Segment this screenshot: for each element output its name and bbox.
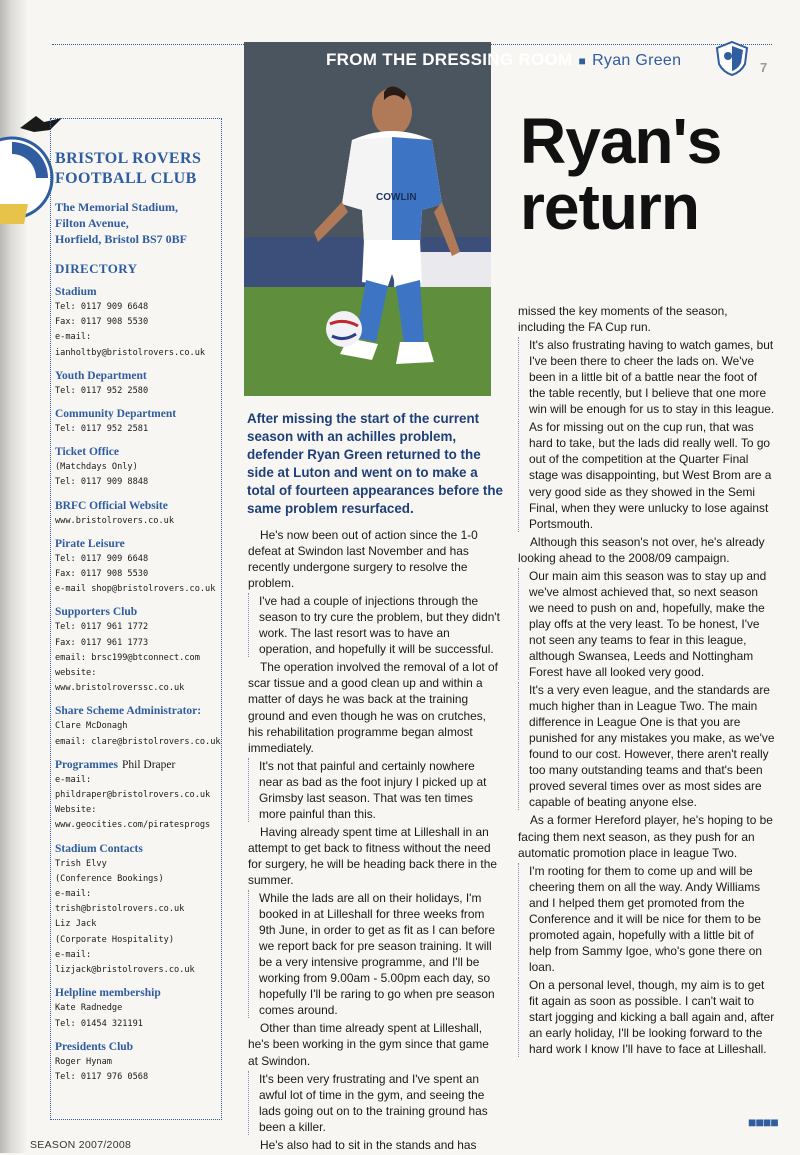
footer-season: SEASON 2007/2008 bbox=[30, 1139, 132, 1151]
directory-line: (Corporate Hospitality) bbox=[55, 934, 174, 945]
section-heading-text: Programmes bbox=[55, 758, 119, 771]
directory-line: Fax: 0117 961 1773 bbox=[55, 637, 149, 648]
directory-line[interactable]: ianholtby@bristolrovers.co.uk bbox=[55, 347, 206, 358]
directory-sidebar bbox=[50, 118, 222, 1120]
quote-paragraph: It's not that painful and certainly nowhere near as bad as the foot injury I picked up at Grimsby last season. That was ten times more painful than this. bbox=[248, 758, 500, 822]
section-heading-text: Helpline membership bbox=[55, 987, 161, 1000]
body-paragraph: He's also had to sit in the stands and has bbox=[260, 1137, 477, 1152]
directory-line[interactable]: www.bristolrovers.co.uk bbox=[55, 515, 174, 526]
body-paragraph: As a former Hereford player, he's hoping to be facing them next season, as they push for an automatic promotion place in league Two. bbox=[518, 813, 773, 860]
directory-line: Fax: 0117 908 5530 bbox=[55, 569, 149, 580]
quote-paragraph: I've had a couple of injections through the season to try cure the problem, but they didn't work. The last resort was to have an operation, and hopefully it will be successful. bbox=[248, 593, 500, 657]
directory-section-heading bbox=[55, 499, 221, 514]
directory-line: e-mail: bbox=[55, 774, 92, 785]
directory-section bbox=[55, 285, 221, 361]
title-line: Ryan's bbox=[520, 105, 722, 177]
quote-paragraph: It's a very even league, and the standards are much higher than in League Two. The main difference in League One is that you are punished for any mistakes you make, as we've found to our cost. However, there aren't really too many outstanding teams and that's been proved several times over as most sides are capable of beating anyone else. bbox=[518, 682, 776, 810]
directory-line: Kate Radnedge bbox=[55, 1003, 123, 1014]
directory-line: Clare McDonagh bbox=[55, 721, 128, 732]
directory-line: e-mail: bbox=[55, 889, 92, 900]
section-heading-text: Presidents Club bbox=[55, 1040, 134, 1053]
directory-line[interactable]: www.geocities.com/piratesprogs bbox=[55, 820, 211, 831]
directory-section-heading bbox=[55, 986, 221, 1001]
directory-line: Tel: 0117 909 6648 bbox=[55, 302, 149, 312]
directory-section bbox=[55, 758, 221, 834]
directory-section bbox=[55, 499, 221, 529]
directory-line: Tel: 0117 976 0568 bbox=[55, 1071, 149, 1082]
directory-section bbox=[55, 842, 221, 979]
directory-section-heading bbox=[55, 758, 221, 773]
directory-section bbox=[55, 407, 221, 437]
body-paragraph: Although this season's not over, he's already looking ahead to the 2008/09 campaign. bbox=[518, 534, 765, 565]
club-name-line2: FOOTBALL CLUB bbox=[55, 170, 197, 187]
directory-heading: DIRECTORY bbox=[55, 261, 138, 276]
quote-paragraph: While the lads are all on their holidays, I'm booked in at Lilleshall for three weeks from 9th June, in order to get as fit as I can before we report back for pre season training. It will be a very intensive programme, and I'll be working from 9.00am - 5.00pm each day, so hopefully I'll be raring to go when pre season comes around. bbox=[248, 890, 500, 1018]
directory-section-heading bbox=[55, 704, 221, 719]
directory-line: Tel: 0117 952 2580 bbox=[55, 385, 149, 396]
body-paragraph: Having already spent time at Lilleshall in an attempt to get back to fitness without the need for surgery, he will be heading back there in the summer. bbox=[248, 824, 497, 887]
directory-section bbox=[55, 704, 221, 749]
club-name-line1: BRISTOL ROVERS bbox=[55, 150, 202, 167]
section-heading-text: Stadium bbox=[55, 286, 97, 298]
directory-section-heading bbox=[55, 842, 221, 857]
directory-section bbox=[55, 369, 221, 399]
directory-line: e-mail: bbox=[55, 332, 92, 343]
section-heading-text: Stadium Contacts bbox=[55, 842, 143, 855]
quote-paragraph: I'm rooting for them to come up and will be cheering them on all the way. Andy Williams and I helped them get promoted from the Conference and it will be nice for them to be promoted again, hopefully with a little bit of help from Sammy Igoe, who's gone there on loan. bbox=[518, 863, 776, 975]
section-heading-text: Pirate Leisure bbox=[55, 537, 125, 550]
player-illustration bbox=[244, 42, 491, 396]
directory-section bbox=[55, 986, 221, 1031]
directory-section-heading bbox=[55, 407, 221, 422]
article-column-2 bbox=[518, 303, 776, 1059]
quote-paragraph: As for missing out on the cup run, that was hard to take, but the lads did really well. To go out of the competition at the Quarter Final stage was disappointing, but West Brom are a very good side as they showed in the Semi Final, when they were unlucky to lose against Portsmouth. bbox=[518, 419, 776, 531]
continue-marker-icon: ■■■■ bbox=[748, 1114, 778, 1130]
address-line: Horfield, Bristol BS7 0BF bbox=[55, 232, 187, 246]
directory-line[interactable]: email: brsc199@btconnect.com bbox=[55, 652, 200, 663]
section-heading-text: Supporters Club bbox=[55, 606, 138, 619]
directory-line[interactable]: email: clare@bristolrovers.co.uk bbox=[55, 736, 221, 747]
section-heading-text: Community Department bbox=[55, 408, 177, 421]
directory-section-heading bbox=[55, 605, 221, 620]
address-line: Filton Avenue, bbox=[55, 216, 129, 230]
directory-section-heading bbox=[55, 445, 221, 460]
directory-line: Trish Elvy bbox=[55, 858, 107, 869]
title-line: return bbox=[520, 171, 699, 243]
directory-line: Tel: 0117 952 2581 bbox=[55, 424, 149, 435]
directory-line: Roger Hynam bbox=[55, 1056, 112, 1067]
header-author: Ryan Green bbox=[592, 52, 682, 69]
body-paragraph: missed the key moments of the season, including the FA Cup run. bbox=[518, 304, 728, 335]
directory-line[interactable]: phildraper@bristolrovers.co.uk bbox=[55, 790, 211, 801]
quote-paragraph: It's been very frustrating and I've spent an awful lot of time in the gym, and seeing the lads going out on to the training ground has been a killer. bbox=[248, 1071, 500, 1135]
directory-section bbox=[55, 1040, 221, 1085]
directory-line: website: bbox=[55, 668, 97, 679]
directory-section bbox=[55, 537, 221, 598]
directory-line: Tel: 01454 321191 bbox=[55, 1018, 143, 1029]
directory-line: Tel: 0117 909 8848 bbox=[55, 477, 149, 488]
directory-line: (Matchdays Only) bbox=[55, 462, 138, 473]
directory-line: Liz Jack bbox=[55, 919, 97, 930]
directory-line[interactable]: e-mail shop@bristolrovers.co.uk bbox=[55, 584, 216, 595]
club-address bbox=[55, 199, 221, 247]
quote-paragraph: It's also frustrating having to watch games, but I've been there to cheer the lads on. We've been in a little bit of a battle near the foot of the table recently, but I believe that one more win will be enough for us to stay in this league. bbox=[518, 337, 776, 417]
directory-line: e-mail: bbox=[55, 949, 92, 960]
directory-line: (Conference Bookings) bbox=[55, 873, 164, 884]
section-heading-contact: Phil Draper bbox=[122, 758, 176, 771]
quote-paragraph: Our main aim this season was to stay up and we've almost achieved that, so next season we need to push on and, hopefully, make the play offs at the very least. To be honest, I've not seen any teams to fear in this league, although Swansea, Leeds and Nottingham Forest have all looked very good. bbox=[518, 568, 776, 680]
header-separator-square: ■ bbox=[578, 54, 587, 68]
body-paragraph: The operation involved the removal of a lot of scar tissue and a good clean up and within a matter of days he was back at the training ground and even though he was on crutches, his rehabilitation programme began almost immediately. bbox=[248, 660, 498, 755]
body-paragraph: He's now been out of action since the 1-0 defeat at Swindon last November and has recently undergone surgery to resolve the problem. bbox=[248, 528, 478, 591]
section-title: FROM THE DRESSING ROOM bbox=[326, 50, 573, 69]
article-column-1 bbox=[248, 527, 500, 1155]
directory-section-heading bbox=[55, 1040, 221, 1055]
directory-line: Tel: 0117 909 6648 bbox=[55, 553, 149, 564]
directory-line[interactable]: lizjack@bristolrovers.co.uk bbox=[55, 965, 195, 976]
article-intro: After missing the start of the current season with an achilles problem, defender Ryan Green returned to the side at Luton and went on to make a total of fourteen appearances before the same problem resurfaced. bbox=[247, 411, 503, 516]
club-crest-icon bbox=[714, 40, 750, 76]
player-photo bbox=[244, 42, 491, 396]
section-heading-text: Youth Department bbox=[55, 369, 147, 382]
quote-paragraph: On a personal level, though, my aim is to get fit again as soon as possible. I can't wait to start jogging and kicking a ball again and, after an early holiday, I'll be looking forward to the hard work I know I'll have to face at Lilleshall. bbox=[518, 977, 776, 1057]
directory-section bbox=[55, 445, 221, 490]
address-line: The Memorial Stadium, bbox=[55, 200, 178, 214]
directory-section-heading bbox=[55, 369, 221, 384]
page-number: 7 bbox=[760, 60, 768, 75]
directory-section bbox=[55, 605, 221, 696]
shirt-sponsor-text: COWLIN bbox=[376, 192, 417, 203]
section-heading-text: BRFC Official Website bbox=[55, 499, 168, 512]
body-paragraph: Other than time already spent at Lilleshall, he's been working in the gym since that game at Swindon. bbox=[248, 1021, 489, 1068]
directory-line[interactable]: trish@bristolrovers.co.uk bbox=[55, 904, 185, 915]
directory-line[interactable]: www.bristolroverssc.co.uk bbox=[55, 683, 185, 694]
article-title bbox=[520, 105, 722, 243]
directory-line: Fax: 0117 908 5530 bbox=[55, 317, 149, 328]
directory-sections bbox=[55, 285, 221, 1085]
section-header bbox=[326, 50, 681, 70]
directory-line: Tel: 0117 961 1772 bbox=[55, 622, 149, 633]
directory-section-heading bbox=[55, 537, 221, 552]
section-heading-text: Share Scheme Administrator: bbox=[55, 705, 202, 718]
directory-section-heading bbox=[55, 285, 221, 300]
section-heading-text: Ticket Office bbox=[55, 446, 119, 459]
directory-line: Website: bbox=[55, 805, 97, 816]
